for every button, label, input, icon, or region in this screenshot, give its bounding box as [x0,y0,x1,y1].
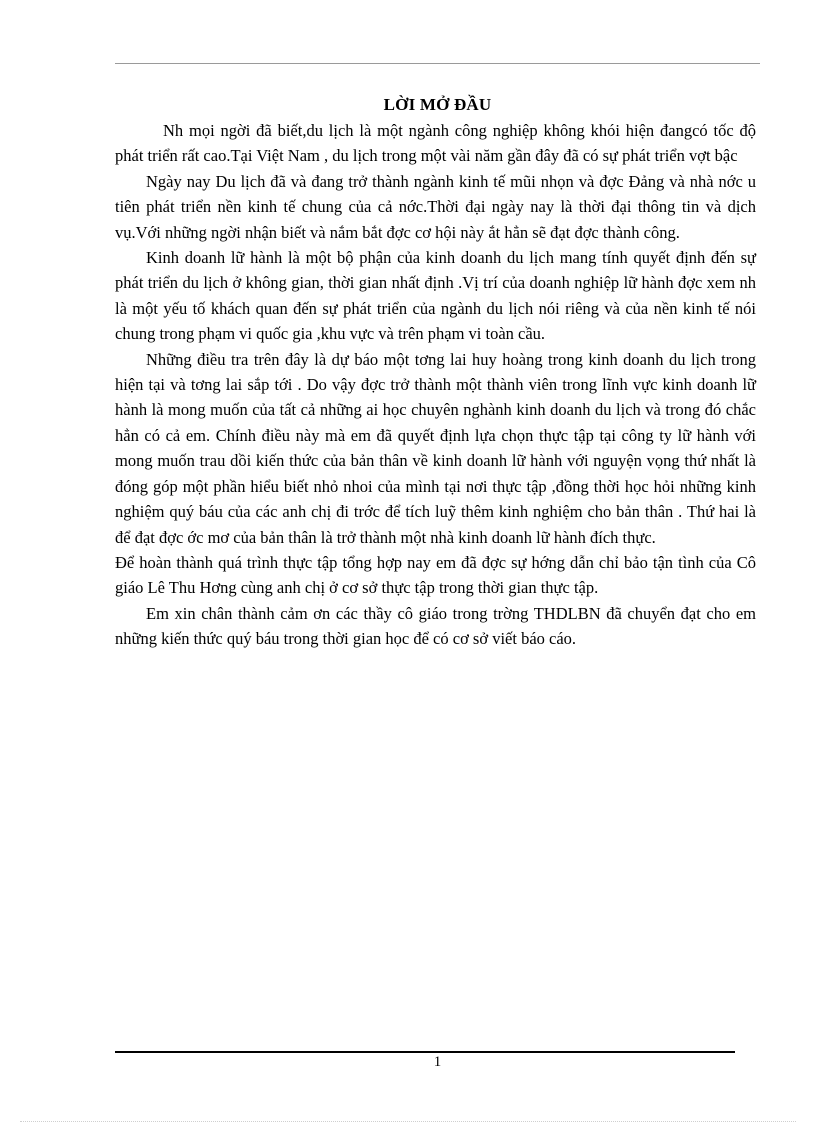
paragraph-thanks: Em xin chân thành cảm ơn các thầy cô giáo trong trờng THDLBN đã chuyển đạt cho em những kiến thức quý báu trong thời gian học để có cơ sở viết báo cáo. [115,603,756,649]
paragraph-internship-choice: Những điều tra trên đây là dự báo một tơng lai huy hoàng trong kinh doanh du lịch trong hiện tại và tơng lai sắp tới . Do vậy đợc trở thành một thành viên trong lĩnh vực kinh doanh lữ hành là mong muốn của tất cả những ai học chuyên nghành kinh doanh du lịch và trong đó chắc hẳn có cả em. Chính điều này mà em đã quyết định lựa chọn thực tập tại công ty lữ hành với mong muốn trau dồi kiến thức của bản thân về kinh doanh lữ hành với nguyện vọng thứ nhất là đóng góp một phần hiểu biết nhỏ nhoi của mình tại nơi thực tập ,đồng thời học hỏi những kinh nghiệm quý báu của các anh chị đi trớc để tích luỹ thêm kinh nghiệm cho bản thân . Thứ hai là để đạt đợc ớc mơ của bản thân là trở thành một nhà kinh doanh lữ hành đích thực. [115,349,756,547]
page-title: LỜI MỞ ĐẦU [383,95,492,114]
header-rule [115,63,760,64]
paragraph-intro: Nh mọi ngời đã biết,du lịch là một ngành công nghiệp không khói hiện đangcó tốc độ phát triển rất cao.Tại Việt Nam , du lịch trong một vài năm gần đây đã có sự phát triển vợt bậc [115,121,756,166]
paragraph-acknowledgement: Để hoàn thành quá trình thực tập tổng hợp nay em đã đợc sự hớng dẫn chỉ bảo tận tình của Cô giáo Lê Thu Hơng cùng anh chị ở cơ sở thực tập trong thời gian thực tập. [115,552,756,598]
paragraph-travel-business: Kinh doanh lữ hành là một bộ phận của kinh doanh du lịch mang tính quyết định đến sự phát triển du lịch ở không gian, thời gian nhất định .Vị trí của doanh nghiệp lữ hành đợc xem nh là một yếu tố khách quan đến sự phát triển của ngành du lịch nói riêng và của nền kinh tế nói chung trong phạm vi quốc gia ,khu vực và trên phạm vi toàn cầu. [115,248,756,344]
page-bottom-border [20,1121,796,1122]
page-number: 1 [433,1054,442,1070]
paragraph-tourism-today: Ngày nay Du lịch đã và đang trở thành ngành kinh tế mũi nhọn và đợc Đảng và nhà nớc u tiên phát triển nền kinh tế chung của cả nớc.Thời đại ngày nay là thời đại thông tin và dịch vụ.Với những ngời nhận biết và nắm bắt đợc cơ hội này ắt hẳn sẽ đạt đợc thành công. [115,171,756,242]
document-body [115,118,756,652]
footer-rule [115,1051,735,1053]
